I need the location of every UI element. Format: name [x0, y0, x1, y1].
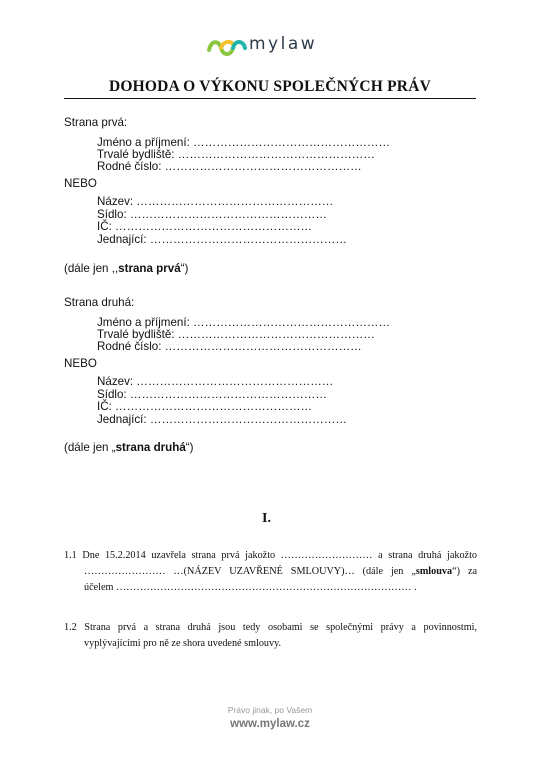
- clause-1-1-line-3: účelem …………………………………………………………………………… .: [84, 582, 417, 593]
- document-title: DOHODA O VÝKONU SPOLEČNÝCH PRÁV: [109, 78, 431, 95]
- section-heading: I.: [262, 511, 271, 526]
- footer-url-link[interactable]: www.mylaw.cz: [230, 718, 310, 730]
- party1-alias-name: strana prvá: [118, 262, 181, 275]
- party1-ic-field: IČ: ……………………………………………: [97, 220, 313, 233]
- party1-label: Strana prvá:: [64, 116, 128, 129]
- party2-name-field: Jméno a příjmení: ……………………………………………: [97, 316, 391, 329]
- clause-1-2-line-1: 1.2 Strana prvá a strana druhá jsou tedy osobami se společnými právy a povinnostmi,: [64, 622, 477, 633]
- logo-swirl-icon: [207, 36, 247, 58]
- party1-birth-number-field: Rodné číslo: ……………………………………………: [97, 160, 362, 173]
- clause-1-1-line-2: [64, 564, 477, 579]
- party2-ic-field: IČ: ……………………………………………: [97, 400, 313, 413]
- party1-alias: [64, 262, 188, 276]
- footer-tagline: Právo jinak, po Vašem: [227, 705, 313, 715]
- mylaw-logo: [207, 34, 337, 62]
- party2-acting-field: Jednající: ……………………………………………: [97, 413, 347, 426]
- party2-seat-field: Sídlo: ……………………………………………: [97, 388, 327, 401]
- logo-text: mylaw: [249, 34, 318, 54]
- party1-address-field: Trvalé bydliště: ……………………………………………: [97, 148, 375, 161]
- clause-1-2-line-2: vyplývajícími pro ně ze shora uvedené smlouvy.: [84, 638, 282, 649]
- party2-company-name-field: Název: ……………………………………………: [97, 375, 334, 388]
- party2-birth-number-field: Rodné číslo: ……………………………………………: [97, 340, 362, 353]
- party2-address-field: Trvalé bydliště: ……………………………………………: [97, 328, 375, 341]
- party2-label: Strana druhá:: [64, 296, 135, 309]
- party1-name-field: Jméno a příjmení: ……………………………………………: [97, 136, 391, 149]
- party1-or-label: NEBO: [64, 177, 97, 190]
- party2-or-label: NEBO: [64, 357, 97, 370]
- party1-company-name-field: Název: ……………………………………………: [97, 195, 334, 208]
- party2-alias-name: strana druhá: [115, 441, 186, 454]
- clause-1-1-line-2-suffix: “) za: [452, 566, 477, 577]
- clause-1-1-line-1: 1.1 Dne 15.2.2014 uzavřela strana prvá jakožto ……………………… a strana druhá jakožto: [64, 550, 477, 561]
- party1-alias-suffix: “): [180, 262, 189, 275]
- party1-seat-field: Sídlo: ……………………………………………: [97, 208, 327, 221]
- clause-1-1-line-2-prefix: …………………… …(NÁZEV UZAVŘENÉ SMLOUVY)… (dále jen „: [84, 566, 416, 577]
- clause-1-1-contract-alias: smlouva: [415, 566, 453, 577]
- title-underline: [64, 98, 476, 99]
- party1-acting-field: Jednající: ……………………………………………: [97, 233, 347, 246]
- party2-alias-suffix: “): [185, 441, 194, 454]
- party1-alias-prefix: (dále jen ,,: [64, 262, 119, 275]
- party2-alias-prefix: (dále jen „: [64, 441, 116, 454]
- party2-alias: [64, 441, 194, 455]
